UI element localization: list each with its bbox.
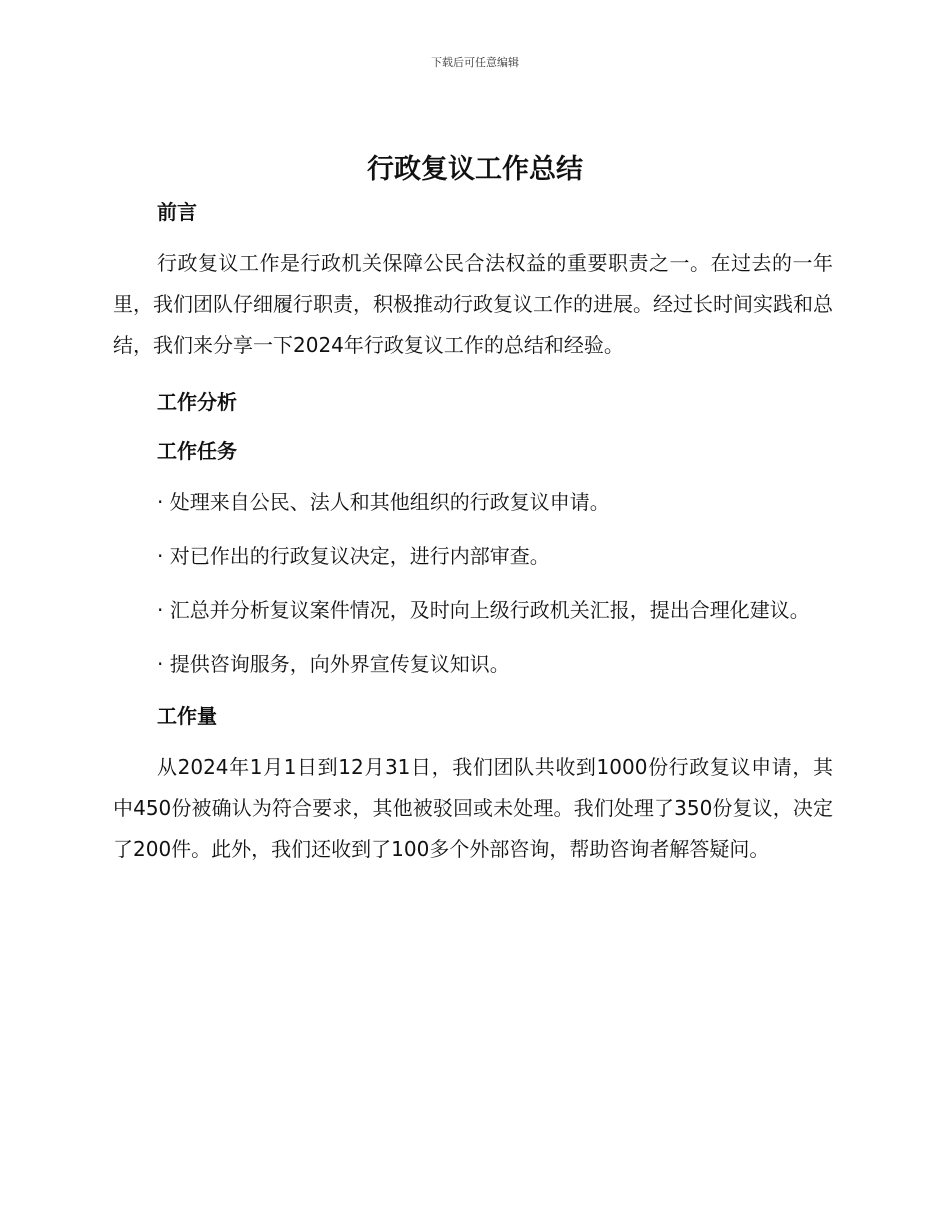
task-item: · 处理来自公民、法人和其他组织的行政复议申请。 — [157, 490, 610, 514]
page-header-note: 下载后可任意编辑 — [431, 56, 519, 69]
task-item: · 汇总并分析复议案件情况，及时向上级行政机关汇报，提出合理化建议。 — [157, 598, 810, 622]
workload-paragraph: 从2024年1月1日到12月31日，我们团队共收到1000份行政复议申请，其中450份被确认为符合要求，其他被驳回或未处理。我们处理了350份复议，决定了200件。此外，我们还收到了100多个外部咨询，帮助咨询者解答疑问。 — [113, 755, 833, 861]
analysis-heading: 工作分析 — [157, 390, 237, 414]
document-title: 行政复议工作总结 — [367, 154, 583, 185]
document-body — [113, 194, 833, 870]
task-item: · 提供咨询服务，向外界宣传复议知识。 — [157, 652, 510, 676]
preface-paragraph: 行政复议工作是行政机关保障公民合法权益的重要职责之一。在过去的一年里，我们团队仔细履行职责，积极推动行政复议工作的进展。经过长时间实践和总结，我们来分享一下2024年行政复议工作的总结和经验。 — [113, 251, 833, 357]
workload-heading: 工作量 — [157, 704, 217, 728]
preface-heading: 前言 — [157, 200, 197, 224]
task-item: · 对已作出的行政复议决定，进行内部审查。 — [157, 544, 550, 568]
tasks-heading: 工作任务 — [157, 439, 237, 463]
